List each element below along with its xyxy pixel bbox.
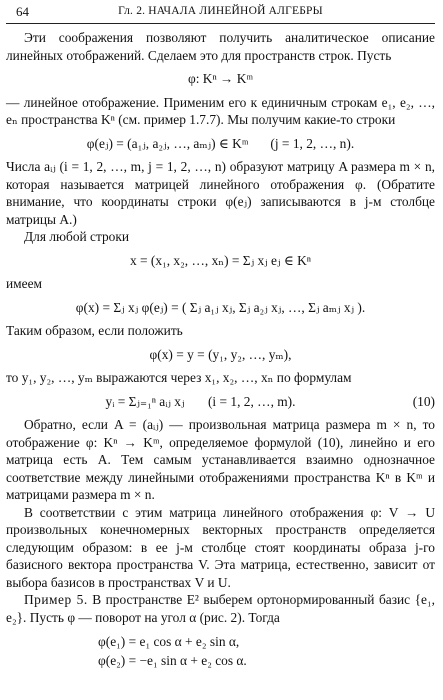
formula-image-of-basis-main: φ(eⱼ) = (a₁ⱼ, a₂ⱼ, …, aₘⱼ) ∈ Kᵐ bbox=[86, 135, 249, 151]
example-text: В пространстве E² выберем ортонормированный базис {e₁, e₂}. Пусть φ — поворот на угол α (рис. 2). Тогда bbox=[6, 592, 435, 625]
paragraph-intro: Эти соображения позволяют получить аналитическое описание линейных отображений. Сделаем это для пространств строк. Пусть bbox=[6, 30, 435, 63]
running-title: Гл. 2. НАЧАЛА ЛИНЕЙНОЙ АЛГЕБРЫ bbox=[118, 5, 323, 17]
formula-mapping: φ: Kⁿ → Kᵐ bbox=[188, 71, 253, 86]
paragraph-matrix-definition: Числа aᵢⱼ (i = 1, 2, …, m, j = 1, 2, …, n) образуют матрицу A размера m × n, которая называется матрицей линейного отображения φ. (Обратите внимание, что координаты строки φ(eⱼ) записываются в j-м столбце матрицы A.) bbox=[6, 159, 435, 227]
paragraph-thus: Таким образом, если положить bbox=[6, 323, 183, 338]
paragraph-any-row: Для любой строки bbox=[24, 229, 130, 244]
formula-image-of-basis bbox=[6, 135, 435, 153]
example-label: Пример 5. bbox=[24, 592, 88, 607]
running-header bbox=[8, 0, 433, 22]
header-rule bbox=[6, 23, 435, 24]
paragraph-we-have: имеем bbox=[6, 276, 43, 291]
formula-10-condition: (i = 1, 2, …, m). bbox=[207, 393, 296, 409]
paragraph-unit-rows: — линейное отображение. Применим его к единичным строкам e₁, e₂, …, eₙ пространства Kⁿ (см. пример 1.7.7). Мы получим какие-то строки bbox=[6, 94, 435, 127]
paragraph-converse: Обратно, если A = (aᵢⱼ) — произвольная матрица размера m × n, то отображение φ: Kⁿ → Kᵐ, определяемое формулой (10), линейно и его матрица есть A. Тем самым устанавливается взаимно однозначное соответствие между линейными отображениями пространства Kⁿ в Kᵐ и матрицами размера m × n. bbox=[6, 417, 435, 502]
formula-y-definition: φ(x) = y = (y₁, y₂, …, yₘ), bbox=[149, 346, 292, 362]
page-body bbox=[6, 29, 435, 670]
formula-10-body bbox=[6, 393, 395, 411]
paragraph-example-5 bbox=[6, 591, 435, 626]
formula-10-number: (10) bbox=[412, 393, 435, 409]
formula-10-main: yᵢ = Σⱼ₌₁ⁿ aᵢⱼ xⱼ bbox=[105, 393, 185, 409]
formula-rotation-line-2: φ(e₂) = −e₁ sin α + e₂ cos α. bbox=[98, 653, 247, 668]
formula-image-of-basis-condition: (j = 1, 2, …, n). bbox=[270, 135, 355, 151]
paragraph-general-spaces: В соответствии с этим матрица линейного отображения φ: V → U произвольных конечномерных векторных пространств определяется следующим образом: в ее j-м столбце стоят координаты образа j-го базисного вектора пространства V. Эта матрица, естественно, зависит от выбора базисов в пространствах V и U. bbox=[6, 504, 435, 590]
page-number: 64 bbox=[16, 4, 29, 19]
formula-rotation bbox=[98, 632, 435, 670]
formula-10 bbox=[6, 393, 435, 411]
formula-rotation-line-1: φ(e₁) = e₁ cos α + e₂ sin α, bbox=[98, 634, 240, 649]
formula-row-expansion: x = (x₁, x₂, …, xₙ) = Σⱼ xⱼ eⱼ ∈ Kⁿ bbox=[129, 252, 312, 268]
paragraph-expressed: то y₁, y₂, …, yₘ выражаются через x₁, x₂, …, xₙ по формулам bbox=[6, 370, 352, 385]
formula-phi-of-x: φ(x) = Σⱼ xⱼ φ(eⱼ) = ( Σⱼ a₁ⱼ xⱼ, Σⱼ a₂ⱼ xⱼ, …, Σⱼ aₘⱼ xⱼ ). bbox=[75, 299, 366, 315]
